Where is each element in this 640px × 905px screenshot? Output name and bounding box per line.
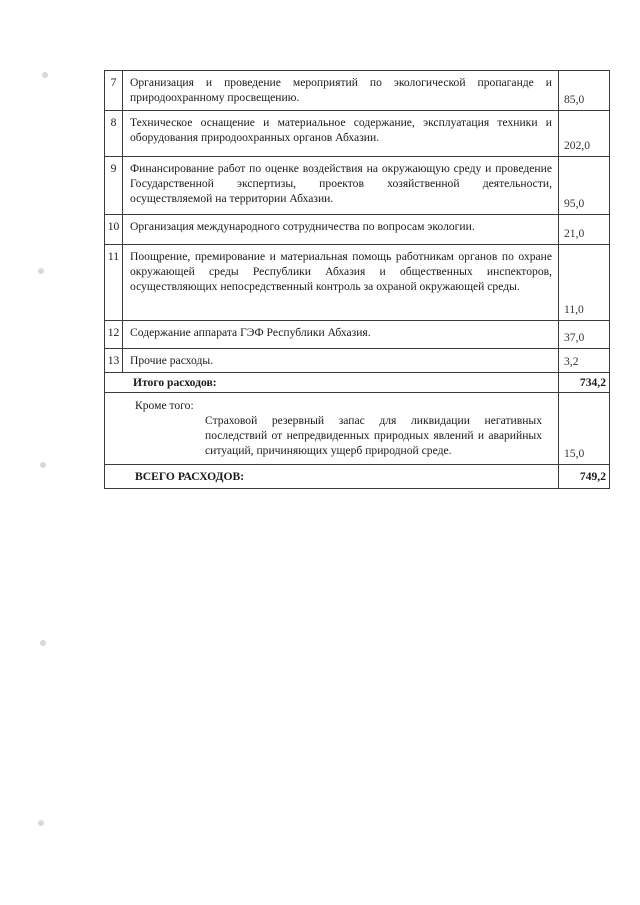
reserve-text: Страховой резервный запас для ликвидации негативных последствий от непредвиденных природных явлений и аварийных ситуаций, причиняющих ущерб природной среде. <box>205 414 542 457</box>
row-number: 10 <box>105 215 123 245</box>
row-number: 7 <box>105 71 123 111</box>
reserve-row <box>105 393 610 465</box>
expense-table <box>104 70 610 489</box>
reserve-intro: Кроме того: <box>135 399 194 412</box>
row-description: Организация международного сотрудничества по вопросам экологии. <box>123 215 559 245</box>
row-amount: 85,0 <box>559 71 610 111</box>
reserve-description <box>105 393 559 465</box>
grand-total-amount: 749,2 <box>559 465 610 489</box>
table-row <box>105 71 610 111</box>
row-description: Поощрение, премирование и материальная помощь работникам органов по охране окружающей среды Республики Абхазия и общественных инспекторов, осуществляющих непосредственный контроль за охраной окружающей среды. <box>123 245 559 321</box>
row-amount: 11,0 <box>559 245 610 321</box>
row-amount: 95,0 <box>559 157 610 215</box>
table-row <box>105 215 610 245</box>
row-number: 8 <box>105 111 123 157</box>
table-row <box>105 157 610 215</box>
reserve-amount: 15,0 <box>559 393 610 465</box>
scan-speck <box>40 462 46 468</box>
table-row <box>105 245 610 321</box>
scan-speck <box>42 72 48 78</box>
scan-speck <box>40 640 46 646</box>
subtotal-label: Итого расходов: <box>105 373 559 393</box>
scan-speck <box>38 820 44 826</box>
table-row <box>105 321 610 349</box>
row-amount: 21,0 <box>559 215 610 245</box>
row-number: 13 <box>105 349 123 373</box>
row-description: Организация и проведение мероприятий по экологической пропаганде и природоохранному просвещению. <box>123 71 559 111</box>
subtotal-row <box>105 373 610 393</box>
row-number: 9 <box>105 157 123 215</box>
row-number: 11 <box>105 245 123 321</box>
row-description: Прочие расходы. <box>123 349 559 373</box>
row-number: 12 <box>105 321 123 349</box>
row-amount: 3,2 <box>559 349 610 373</box>
grand-total-row <box>105 465 610 489</box>
subtotal-amount: 734,2 <box>559 373 610 393</box>
row-description: Техническое оснащение и материальное содержание, эксплуатация техники и оборудования природоохранных органов Абхазии. <box>123 111 559 157</box>
table-row <box>105 349 610 373</box>
row-description: Содержание аппарата ГЭФ Республики Абхазия. <box>123 321 559 349</box>
scan-speck <box>38 268 44 274</box>
row-amount: 37,0 <box>559 321 610 349</box>
table-row <box>105 111 610 157</box>
grand-total-label: ВСЕГО РАСХОДОВ: <box>105 465 559 489</box>
row-amount: 202,0 <box>559 111 610 157</box>
row-description: Финансирование работ по оценке воздействия на окружающую среду и проведение Государственной экспертизы, проектов хозяйственной деятельности, осуществляемой на территории Абхазии. <box>123 157 559 215</box>
